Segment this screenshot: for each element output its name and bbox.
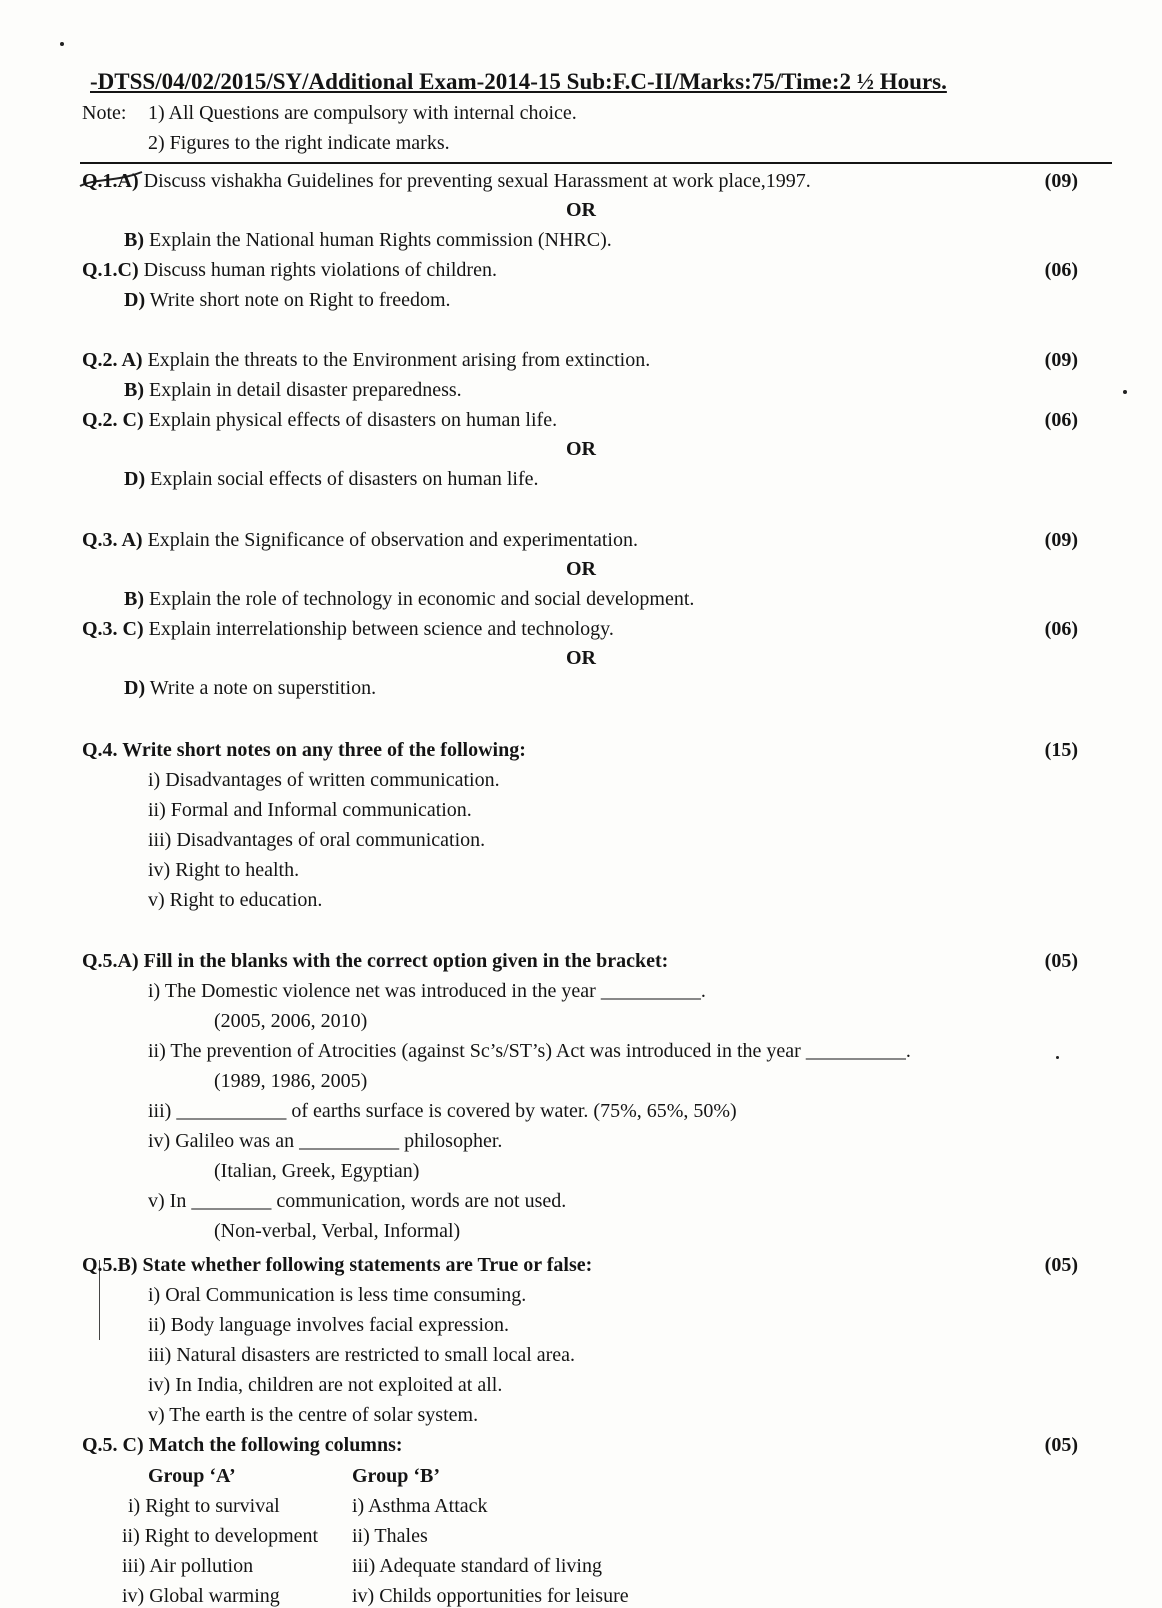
q1a-text: Discuss vishakha Guidelines for preventing sexual Harassment at work place,1997. [143,170,811,192]
q2a-label: Q.2. A) [82,349,143,371]
q3b-text: Explain the role of technology in economic and social development. [149,588,695,610]
q3d-text: Write a note on superstition. [149,677,377,699]
q3-or: OR [566,558,596,580]
note-2: 2) Figures to the right indicate marks. [148,132,450,154]
q1c-marks: (06) [1044,259,1078,281]
q2c [82,408,557,432]
q2-or: OR [566,438,596,460]
q4-item: iii) Disadvantages of oral communication. [148,829,486,851]
q2c-label: Q.2. C) [82,409,144,431]
match-b-cell: iii) Adequate standard of living [352,1555,602,1577]
q3c-text: Explain interrelationship between science and technology. [148,618,614,640]
q5a-options-v: (Non-verbal, Verbal, Informal) [214,1220,461,1242]
q2b [124,378,462,402]
note-label: Note: [82,102,127,124]
q1a-label: Q.1.A) [82,170,139,192]
q2d [124,467,539,491]
q2c-text: Explain physical effects of disasters on human life. [148,409,558,431]
q5b-item: iv) In India, children are not exploited at all. [148,1374,503,1396]
q5c-marks: (05) [1044,1434,1078,1456]
q5a-options-ii: (1989, 1986, 2005) [214,1070,368,1092]
q1c-text: Discuss human rights violations of children. [143,259,497,281]
note-1: 1) All Questions are compulsory with internal choice. [148,102,577,124]
match-a-cell: iii) Air pollution [122,1555,254,1577]
scan-speck [60,42,64,46]
q4-heading: Q.4. Write short notes on any three of the following: [82,739,526,761]
q3a [82,528,638,552]
q1b [124,228,612,252]
scan-speck [1056,1056,1059,1059]
q1-or: OR [566,199,596,221]
q4-item: v) Right to education. [148,889,323,911]
q2d-label: D) [124,468,146,490]
q2a-marks: (09) [1044,349,1078,371]
q3c [82,617,614,641]
q5a-options-i: (2005, 2006, 2010) [214,1010,368,1032]
match-b-cell: iv) Childs opportunities for leisure [352,1585,629,1607]
q4-item: i) Disadvantages of written communication. [148,769,500,791]
q2c-marks: (06) [1044,409,1078,431]
q1a [82,169,811,193]
q1b-label: B) [124,229,144,251]
q2b-label: B) [124,379,144,401]
q5a-options-iv: (Italian, Greek, Egyptian) [214,1160,420,1182]
match-a-cell: iv) Global warming [122,1585,280,1607]
q3-or: OR [566,647,596,669]
q5a-heading: Q.5.A) Fill in the blanks with the correct option given in the bracket: [82,950,669,972]
q2d-text: Explain social effects of disasters on human life. [150,468,539,490]
q1c [82,258,497,282]
match-a-cell: i) Right to survival [128,1495,280,1517]
match-b-cell: ii) Thales [352,1525,428,1547]
q1d-text: Write short note on Right to freedom. [149,289,451,311]
q5a-item-v: v) In ________ communication, words are not used. [148,1190,567,1212]
q4-item: iv) Right to health. [148,859,300,881]
q5b-item: ii) Body language involves facial expression. [148,1314,510,1336]
q5b-item: iii) Natural disasters are restricted to small local area. [148,1344,576,1366]
header-divider [80,162,1112,164]
q5a-item-iii: iii) ___________ of earths surface is covered by water. (75%, 65%, 50%) [148,1100,737,1122]
q5a-item-i: i) The Domestic violence net was introduced in the year __________. [148,980,706,1002]
q5a-item-iv: iv) Galileo was an __________ philosopher. [148,1130,503,1152]
q5c-heading: Q.5. C) Match the following columns: [82,1434,403,1456]
q5a-item-ii: ii) The prevention of Atrocities (against Sc’s/ST’s) Act was introduced in the year __________. [148,1040,911,1062]
q2b-text: Explain in detail disaster preparedness. [149,379,462,401]
q3c-label: Q.3. C) [82,618,144,640]
q2a [82,348,650,372]
q5b-item: v) The earth is the centre of solar system. [148,1404,479,1426]
group-b-header: Group ‘B’ [352,1465,440,1487]
q1c-label: Q.1.C) [82,259,139,281]
q3b-label: B) [124,588,144,610]
q3c-marks: (06) [1044,618,1078,640]
q3d [124,676,376,700]
match-a-cell: ii) Right to development [122,1525,319,1547]
q3b [124,587,694,611]
q3d-label: D) [124,677,146,699]
q3a-text: Explain the Significance of observation and experimentation. [147,529,638,551]
q5b-marks: (05) [1044,1254,1078,1276]
q5a-marks: (05) [1044,950,1078,972]
exam-title: -DTSS/04/02/2015/SY/Additional Exam-2014-15 Sub:F.C-II/Marks:75/Time:2 ½ Hours. [90,69,947,94]
q1d-label: D) [124,289,146,311]
q2a-text: Explain the threats to the Environment arising from extinction. [147,349,651,371]
q3a-label: Q.3. A) [82,529,143,551]
q4-item: ii) Formal and Informal communication. [148,799,472,821]
q5b-item: i) Oral Communication is less time consuming. [148,1284,527,1306]
q5b-heading: Q.5.B) State whether following statements are True or false: [82,1254,593,1276]
q4-marks: (15) [1044,739,1078,761]
scan-speck [1123,390,1127,394]
q1d [124,288,451,312]
q1a-marks: (09) [1044,170,1078,192]
match-b-cell: i) Asthma Attack [352,1495,488,1517]
q3a-marks: (09) [1044,529,1078,551]
q1b-text: Explain the National human Rights commission (NHRC). [149,229,612,251]
group-a-header: Group ‘A’ [148,1465,236,1487]
